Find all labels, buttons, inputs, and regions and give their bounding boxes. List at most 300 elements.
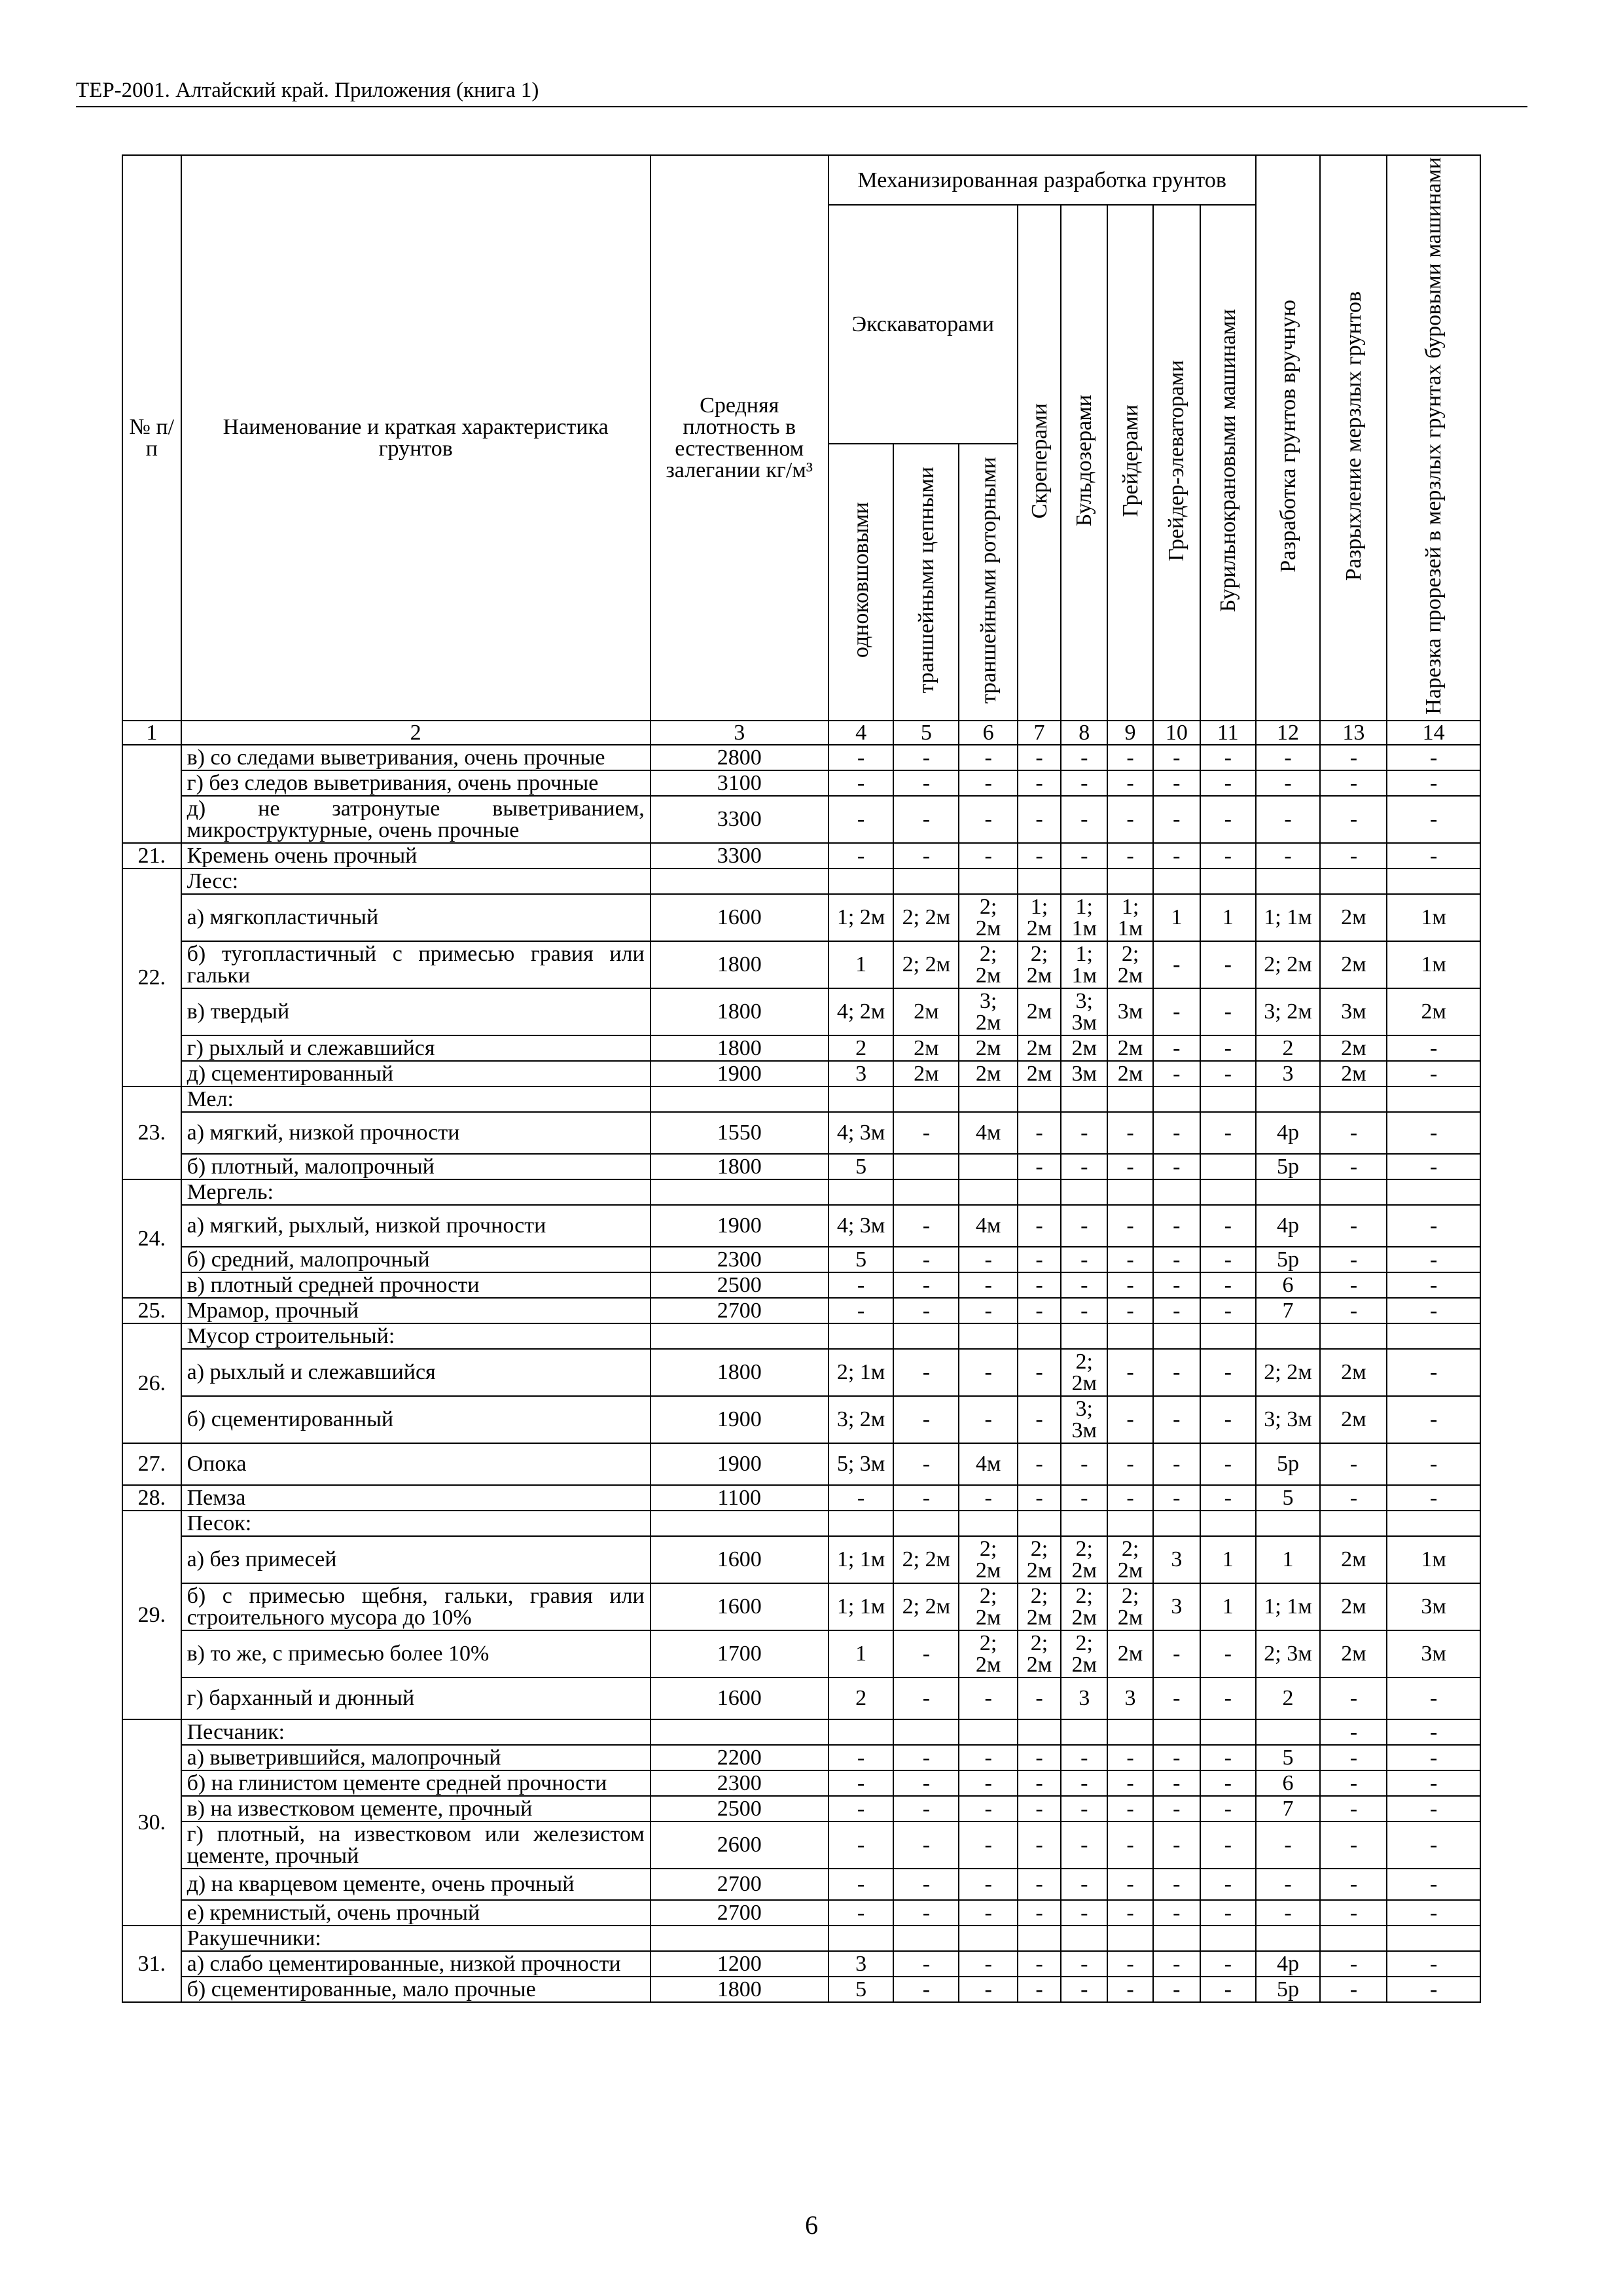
group-value: - bbox=[1320, 1977, 1387, 2002]
group-value: 2; 2м bbox=[1107, 1583, 1152, 1630]
group-value: - bbox=[1387, 1485, 1480, 1511]
group-value: 3 bbox=[1153, 1536, 1200, 1583]
group-value: 4р bbox=[1256, 1205, 1321, 1247]
group-value: 2м bbox=[1018, 1061, 1061, 1086]
group-value: 2м bbox=[1061, 1035, 1107, 1061]
header-grader-elevators-label: Грейдер-элеваторами bbox=[1164, 360, 1189, 562]
group-value bbox=[1018, 1179, 1061, 1205]
group-value: - bbox=[959, 1349, 1018, 1396]
group-value: 5 bbox=[829, 1977, 894, 2002]
group-value: - bbox=[1153, 745, 1200, 770]
table-row bbox=[122, 1205, 1480, 1247]
table-row bbox=[122, 1511, 1480, 1536]
soil-name: г) без следов выветривания, очень прочные bbox=[181, 770, 651, 796]
group-value: - bbox=[1107, 1396, 1152, 1443]
group-value: - bbox=[893, 745, 959, 770]
group-value: - bbox=[1320, 770, 1387, 796]
group-value: 5 bbox=[829, 1154, 894, 1179]
group-value: - bbox=[1200, 1298, 1256, 1323]
table-row bbox=[122, 1485, 1480, 1511]
group-value: - bbox=[829, 1298, 894, 1323]
density-value bbox=[651, 1926, 829, 1951]
group-value: 2; 3м bbox=[1256, 1630, 1321, 1677]
group-value: - bbox=[893, 1443, 959, 1485]
group-value: 4м bbox=[959, 1112, 1018, 1154]
group-value: - bbox=[959, 1247, 1018, 1272]
row-number: 24. bbox=[122, 1179, 181, 1298]
group-value: 2м bbox=[1387, 988, 1480, 1035]
table-row bbox=[122, 1536, 1480, 1583]
density-value bbox=[651, 1511, 829, 1536]
group-value: - bbox=[1387, 745, 1480, 770]
group-value: - bbox=[1387, 1154, 1480, 1179]
group-value: - bbox=[1061, 770, 1107, 796]
group-value: - bbox=[959, 770, 1018, 796]
density-value: 2700 bbox=[651, 1900, 829, 1926]
group-value bbox=[1320, 1511, 1387, 1536]
group-value bbox=[1320, 1323, 1387, 1349]
group-value bbox=[1256, 1323, 1321, 1349]
group-value: 3м bbox=[1320, 988, 1387, 1035]
header-scrapers bbox=[1018, 205, 1061, 721]
group-value: 1; 1м bbox=[1107, 894, 1152, 941]
group-value: - bbox=[1107, 1443, 1152, 1485]
group-value: - bbox=[1200, 1630, 1256, 1677]
group-value bbox=[1200, 869, 1256, 894]
group-value: - bbox=[1320, 1719, 1387, 1745]
group-value: - bbox=[1200, 1035, 1256, 1061]
density-value: 1600 bbox=[651, 894, 829, 941]
group-value bbox=[1256, 1086, 1321, 1112]
group-value: - bbox=[959, 1677, 1018, 1719]
page-number: 6 bbox=[805, 2210, 818, 2240]
group-value: - bbox=[829, 1796, 894, 1821]
group-value bbox=[829, 869, 894, 894]
group-value: - bbox=[1061, 1951, 1107, 1977]
group-value: 2 bbox=[829, 1677, 894, 1719]
group-value bbox=[829, 1179, 894, 1205]
group-value: 4м bbox=[959, 1205, 1018, 1247]
group-value: - bbox=[1018, 1485, 1061, 1511]
group-value: - bbox=[1387, 1745, 1480, 1770]
group-value: 3; 2м bbox=[829, 1396, 894, 1443]
soil-name: г) рыхлый и слежавшийся bbox=[181, 1035, 651, 1061]
group-value bbox=[1200, 1179, 1256, 1205]
group-value: - bbox=[959, 1796, 1018, 1821]
group-value: - bbox=[1153, 1869, 1200, 1900]
group-value: 5 bbox=[1256, 1745, 1321, 1770]
group-value: 2м bbox=[1320, 1349, 1387, 1396]
group-value bbox=[1153, 1511, 1200, 1536]
group-value: - bbox=[959, 796, 1018, 843]
group-value: - bbox=[1107, 1951, 1152, 1977]
header-manual-label: Разработка грунтов вручную bbox=[1275, 299, 1300, 573]
group-value: - bbox=[1153, 1951, 1200, 1977]
density-value: 3300 bbox=[651, 843, 829, 869]
group-value: - bbox=[829, 796, 894, 843]
group-value: 7 bbox=[1256, 1796, 1321, 1821]
group-value: - bbox=[1107, 1298, 1152, 1323]
group-value: - bbox=[1200, 1977, 1256, 2002]
group-value: 2; 2м bbox=[1018, 941, 1061, 988]
group-value: - bbox=[1320, 1485, 1387, 1511]
group-value: - bbox=[1153, 1977, 1200, 2002]
header-drill-crane bbox=[1200, 205, 1256, 721]
header-trench-rotary bbox=[959, 444, 1018, 721]
group-value: - bbox=[1387, 1247, 1480, 1272]
group-value: - bbox=[1107, 1900, 1152, 1926]
group-value: - bbox=[1387, 843, 1480, 869]
group-value: 2; 2м bbox=[893, 894, 959, 941]
group-value: - bbox=[1153, 1900, 1200, 1926]
group-value bbox=[1153, 1719, 1200, 1745]
group-value: - bbox=[829, 1900, 894, 1926]
group-value: - bbox=[1018, 1796, 1061, 1821]
group-value: - bbox=[829, 1272, 894, 1298]
group-value: - bbox=[1018, 1977, 1061, 2002]
group-value: - bbox=[1200, 1112, 1256, 1154]
group-value: - bbox=[829, 1869, 894, 1900]
table-row bbox=[122, 1630, 1480, 1677]
group-value: - bbox=[1320, 1298, 1387, 1323]
group-value: - bbox=[893, 1112, 959, 1154]
group-value: 2; 2м bbox=[1107, 1536, 1152, 1583]
group-value: - bbox=[1018, 1770, 1061, 1796]
header-frozen-ripping bbox=[1320, 155, 1387, 721]
group-value: - bbox=[1200, 1821, 1256, 1869]
group-value: - bbox=[829, 843, 894, 869]
group-value: - bbox=[1200, 988, 1256, 1035]
soil-name: д) не затронутые выветриванием, микроструктурные, очень прочные bbox=[181, 796, 651, 843]
group-value: - bbox=[1061, 1112, 1107, 1154]
group-value: - bbox=[1018, 1443, 1061, 1485]
group-value bbox=[829, 1719, 894, 1745]
table-row bbox=[122, 1977, 1480, 2002]
group-value bbox=[959, 1323, 1018, 1349]
header-frozen-cutting-label: Нарезка прорезей в мерзлых грунтах буровыми машинами bbox=[1421, 157, 1446, 715]
group-value: 2; 2м bbox=[959, 894, 1018, 941]
group-value: - bbox=[1320, 745, 1387, 770]
group-value: 5; 3м bbox=[829, 1443, 894, 1485]
group-value: 2м bbox=[1320, 941, 1387, 988]
group-value: - bbox=[1018, 1205, 1061, 1247]
group-value: - bbox=[1107, 1977, 1152, 2002]
group-value: - bbox=[1018, 1677, 1061, 1719]
row-number: 29. bbox=[122, 1511, 181, 1719]
group-value: - bbox=[829, 1745, 894, 1770]
soil-name: в) со следами выветривания, очень прочные bbox=[181, 745, 651, 770]
group-value: - bbox=[1200, 1770, 1256, 1796]
group-value: 2м bbox=[1107, 1630, 1152, 1677]
soil-name: а) без примесей bbox=[181, 1536, 651, 1583]
group-value bbox=[1018, 1086, 1061, 1112]
density-value: 2500 bbox=[651, 1272, 829, 1298]
group-value bbox=[893, 1926, 959, 1951]
group-value: 2; 2м bbox=[1018, 1583, 1061, 1630]
row-number: 22. bbox=[122, 869, 181, 1086]
group-value: - bbox=[1061, 1977, 1107, 2002]
group-value: 5 bbox=[829, 1247, 894, 1272]
group-value: - bbox=[1320, 1745, 1387, 1770]
group-value: - bbox=[1153, 1677, 1200, 1719]
column-number: 11 bbox=[1200, 721, 1256, 745]
group-value: - bbox=[1018, 1745, 1061, 1770]
group-value: - bbox=[1153, 770, 1200, 796]
group-value: - bbox=[1200, 1349, 1256, 1396]
table-row bbox=[122, 1179, 1480, 1205]
table-row bbox=[122, 843, 1480, 869]
group-value: 1 bbox=[1200, 1536, 1256, 1583]
header-density: Средняя плотность в естественном залегании кг/м³ bbox=[651, 155, 829, 721]
group-value bbox=[1387, 1086, 1480, 1112]
group-value: - bbox=[1387, 1796, 1480, 1821]
soil-name: Песчаник: bbox=[181, 1719, 651, 1745]
group-value: - bbox=[1387, 1349, 1480, 1396]
group-value: - bbox=[1320, 1677, 1387, 1719]
group-value: - bbox=[1320, 1247, 1387, 1272]
group-value: - bbox=[1153, 1272, 1200, 1298]
header-trench-chain-label: траншейными цепными bbox=[914, 467, 938, 694]
group-value: 3 bbox=[829, 1061, 894, 1086]
group-value: - bbox=[1256, 796, 1321, 843]
table-row bbox=[122, 1900, 1480, 1926]
group-value: - bbox=[1153, 1821, 1200, 1869]
group-value: - bbox=[893, 1821, 959, 1869]
table-row bbox=[122, 1298, 1480, 1323]
group-value: 2 bbox=[1256, 1035, 1321, 1061]
group-value bbox=[1018, 1926, 1061, 1951]
group-value bbox=[1320, 1926, 1387, 1951]
group-value bbox=[1107, 869, 1152, 894]
group-value: - bbox=[1200, 770, 1256, 796]
density-value: 2300 bbox=[651, 1770, 829, 1796]
group-value: - bbox=[829, 1485, 894, 1511]
group-value: - bbox=[1200, 1272, 1256, 1298]
group-value: 1 bbox=[1200, 894, 1256, 941]
group-value: - bbox=[1061, 1443, 1107, 1485]
soil-name: а) слабо цементированные, низкой прочности bbox=[181, 1951, 651, 1977]
group-value: 3 bbox=[1256, 1061, 1321, 1086]
density-value: 2500 bbox=[651, 1796, 829, 1821]
group-value: 3 bbox=[1153, 1583, 1200, 1630]
group-value bbox=[959, 1086, 1018, 1112]
header-graders-label: Грейдерами bbox=[1118, 404, 1143, 517]
group-value: - bbox=[959, 1900, 1018, 1926]
group-value: - bbox=[959, 1745, 1018, 1770]
group-value: - bbox=[1153, 796, 1200, 843]
group-value: - bbox=[1018, 745, 1061, 770]
group-value: 2; 2м bbox=[1061, 1630, 1107, 1677]
group-value: 2; 2м bbox=[1107, 941, 1152, 988]
group-value: - bbox=[1061, 1272, 1107, 1298]
group-value: - bbox=[959, 1396, 1018, 1443]
group-value: - bbox=[1018, 1247, 1061, 1272]
group-value: 2м bbox=[1018, 1035, 1061, 1061]
group-value: 2; 2м bbox=[893, 1536, 959, 1583]
group-value bbox=[1256, 1926, 1321, 1951]
group-value: - bbox=[1107, 1745, 1152, 1770]
group-value: 3 bbox=[1061, 1677, 1107, 1719]
group-value: - bbox=[1107, 1247, 1152, 1272]
density-value bbox=[651, 1323, 829, 1349]
group-value: - bbox=[1018, 1349, 1061, 1396]
group-value: - bbox=[893, 1247, 959, 1272]
group-value: - bbox=[959, 843, 1018, 869]
group-value: - bbox=[1107, 770, 1152, 796]
group-value: - bbox=[1200, 796, 1256, 843]
table-row bbox=[122, 1112, 1480, 1154]
group-value: 3; 2м bbox=[959, 988, 1018, 1035]
density-value: 1900 bbox=[651, 1443, 829, 1485]
header-name: Наименование и краткая характеристика грунтов bbox=[181, 155, 651, 721]
group-value: - bbox=[1018, 1298, 1061, 1323]
group-value: - bbox=[1153, 1443, 1200, 1485]
density-value bbox=[651, 1719, 829, 1745]
group-value bbox=[959, 1719, 1018, 1745]
group-value bbox=[1107, 1179, 1152, 1205]
group-value: - bbox=[1153, 1061, 1200, 1086]
group-value: - bbox=[1061, 1869, 1107, 1900]
group-value bbox=[1061, 1179, 1107, 1205]
density-value: 1700 bbox=[651, 1630, 829, 1677]
group-value: 3; 3м bbox=[1061, 988, 1107, 1035]
group-value: - bbox=[1061, 1205, 1107, 1247]
group-value: - bbox=[1107, 1821, 1152, 1869]
header-single-bucket-label: одноковшовыми bbox=[849, 502, 874, 658]
soil-name: е) кремнистый, очень прочный bbox=[181, 1900, 651, 1926]
soil-name: Песок: bbox=[181, 1511, 651, 1536]
group-value: - bbox=[1320, 1443, 1387, 1485]
density-value: 1800 bbox=[651, 1035, 829, 1061]
group-value bbox=[1153, 1179, 1200, 1205]
table-row bbox=[122, 796, 1480, 843]
group-value: - bbox=[1107, 745, 1152, 770]
soil-name: Мел: bbox=[181, 1086, 651, 1112]
column-number: 4 bbox=[829, 721, 894, 745]
header-single-bucket bbox=[829, 444, 894, 721]
group-value: 3м bbox=[1107, 988, 1152, 1035]
header-drill-crane-label: Бурильнокрановыми машинами bbox=[1215, 309, 1240, 613]
group-value: 2м bbox=[1320, 1536, 1387, 1583]
group-value: - bbox=[893, 1485, 959, 1511]
group-value: 3м bbox=[1061, 1061, 1107, 1086]
group-value: - bbox=[1200, 1205, 1256, 1247]
group-value: - bbox=[1320, 1821, 1387, 1869]
group-value: 2м bbox=[959, 1035, 1018, 1061]
group-value: - bbox=[1256, 1821, 1321, 1869]
table-row bbox=[122, 1247, 1480, 1272]
group-value: 1м bbox=[1387, 941, 1480, 988]
soil-name: б) с примесью щебня, гальки, гравия или строительного мусора до 10% bbox=[181, 1583, 651, 1630]
group-value bbox=[1061, 1086, 1107, 1112]
row-number: 21. bbox=[122, 843, 181, 869]
group-value bbox=[1200, 1511, 1256, 1536]
group-value: - bbox=[893, 1205, 959, 1247]
table-row bbox=[122, 1086, 1480, 1112]
group-value: - bbox=[1061, 1485, 1107, 1511]
group-value: 4м bbox=[959, 1443, 1018, 1485]
group-value: 1 bbox=[1153, 894, 1200, 941]
column-number: 13 bbox=[1320, 721, 1387, 745]
group-value: 1; 1м bbox=[829, 1583, 894, 1630]
group-value: - bbox=[893, 1796, 959, 1821]
table-row bbox=[122, 1770, 1480, 1796]
group-value: - bbox=[959, 1977, 1018, 2002]
table-row bbox=[122, 1061, 1480, 1086]
group-value: - bbox=[1320, 1796, 1387, 1821]
table-row bbox=[122, 941, 1480, 988]
group-value: - bbox=[959, 1869, 1018, 1900]
row-number bbox=[122, 745, 181, 843]
table-row bbox=[122, 1926, 1480, 1951]
group-value: 2; 2м bbox=[1061, 1536, 1107, 1583]
running-head: ТЕР-2001. Алтайский край. Приложения (книга 1) bbox=[76, 77, 1527, 107]
group-value: - bbox=[1200, 843, 1256, 869]
row-number: 26. bbox=[122, 1323, 181, 1443]
group-value: - bbox=[1018, 796, 1061, 843]
group-value: - bbox=[1387, 1869, 1480, 1900]
group-value bbox=[1061, 869, 1107, 894]
group-value: - bbox=[959, 1485, 1018, 1511]
group-value bbox=[1018, 1719, 1061, 1745]
group-value: - bbox=[1153, 988, 1200, 1035]
group-value bbox=[1107, 1719, 1152, 1745]
header-mechanized: Механизированная разработка грунтов bbox=[829, 155, 1256, 205]
group-value: - bbox=[1061, 796, 1107, 843]
group-value: - bbox=[1061, 1770, 1107, 1796]
density-value: 2800 bbox=[651, 745, 829, 770]
header-bulldozers-label: Бульдозерами bbox=[1072, 395, 1097, 527]
group-value bbox=[829, 1926, 894, 1951]
soil-name: в) на известковом цементе, прочный bbox=[181, 1796, 651, 1821]
group-value: - bbox=[1320, 1900, 1387, 1926]
group-value: - bbox=[1153, 1247, 1200, 1272]
density-value: 1800 bbox=[651, 1154, 829, 1179]
density-value: 2300 bbox=[651, 1247, 829, 1272]
group-value: 2м bbox=[1107, 1061, 1152, 1086]
group-value: - bbox=[1387, 1951, 1480, 1977]
group-value bbox=[1200, 1086, 1256, 1112]
group-value: - bbox=[1018, 1112, 1061, 1154]
table-row bbox=[122, 1869, 1480, 1900]
table-row bbox=[122, 1035, 1480, 1061]
soil-name: Опока bbox=[181, 1443, 651, 1485]
group-value: - bbox=[1107, 796, 1152, 843]
group-value: - bbox=[1320, 1869, 1387, 1900]
group-value: 2; 2м bbox=[1256, 1349, 1321, 1396]
group-value: 4р bbox=[1256, 1112, 1321, 1154]
group-value: 2м bbox=[893, 1035, 959, 1061]
group-value: - bbox=[959, 1298, 1018, 1323]
group-value: - bbox=[1320, 1272, 1387, 1298]
soil-name: б) сцементированный bbox=[181, 1396, 651, 1443]
group-value: 2м bbox=[1320, 1396, 1387, 1443]
density-value: 1800 bbox=[651, 1977, 829, 2002]
row-number: 27. bbox=[122, 1443, 181, 1485]
group-value: - bbox=[1061, 1154, 1107, 1179]
group-value bbox=[1018, 869, 1061, 894]
group-value bbox=[1061, 1323, 1107, 1349]
group-value: - bbox=[1200, 1443, 1256, 1485]
group-value bbox=[1107, 1926, 1152, 1951]
table-row bbox=[122, 1796, 1480, 1821]
soil-name: б) сцементированные, мало прочные bbox=[181, 1977, 651, 2002]
group-value: 2 bbox=[829, 1035, 894, 1061]
group-value: 1; 1м bbox=[1256, 894, 1321, 941]
group-value: - bbox=[1320, 1112, 1387, 1154]
group-value bbox=[893, 1179, 959, 1205]
density-value: 2700 bbox=[651, 1869, 829, 1900]
